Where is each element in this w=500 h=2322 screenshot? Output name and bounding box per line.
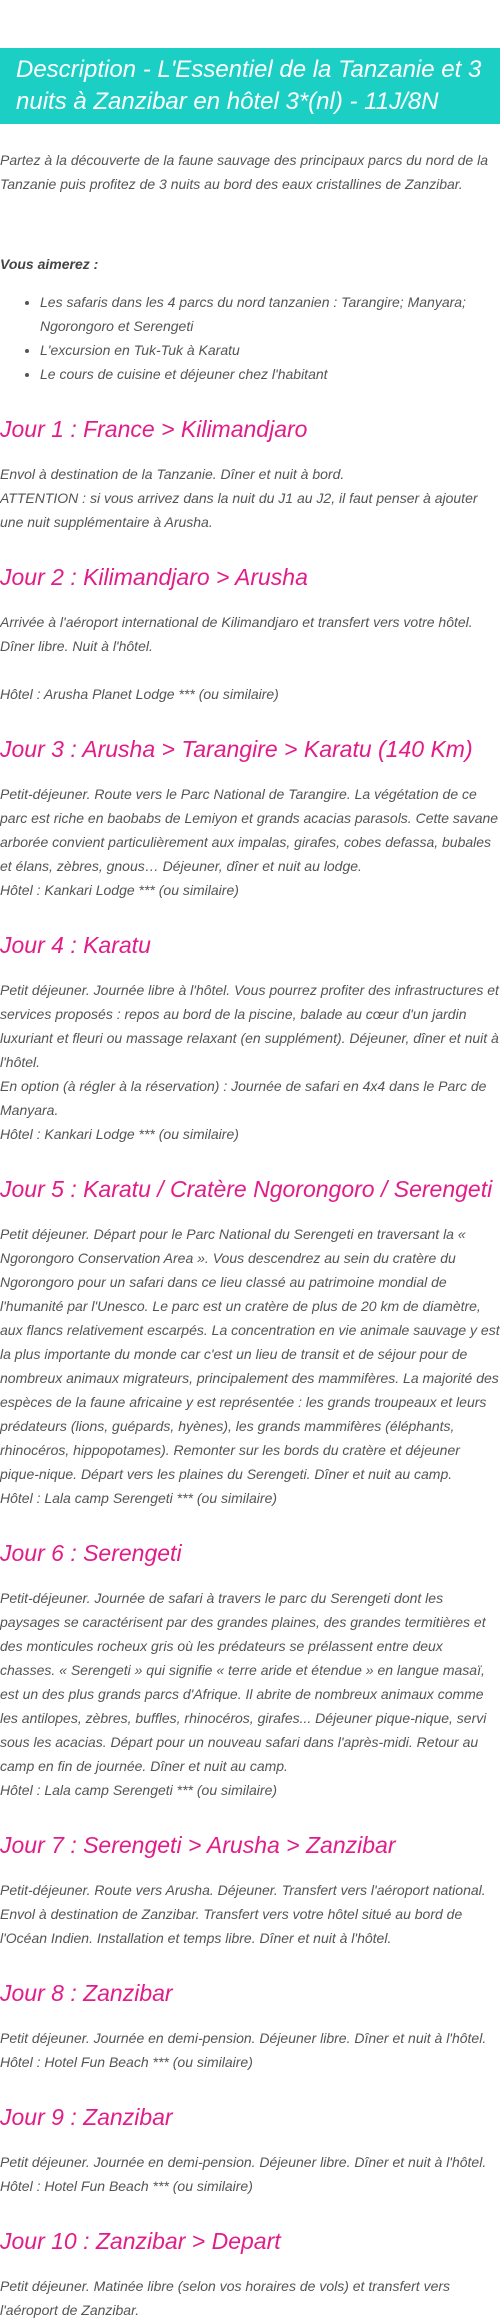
day-10 (0, 2226, 500, 2322)
day-title: Jour 3 : Arusha > Tarangire > Karatu (140 Km) (0, 736, 473, 762)
day-title: Jour 8 : Zanzibar (0, 1980, 173, 2006)
day-description: Petit déjeuner. Journée en demi-pension. Déjeuner libre. Dîner et nuit à l'hôtel. Hôtel : Hotel Fun Beach *** (ou similaire) (0, 2030, 487, 2070)
day-description: Petit déjeuner. Journée en demi-pension. Déjeuner libre. Dîner et nuit à l'hôtel. Hôtel : Hotel Fun Beach *** (ou similaire) (0, 2154, 487, 2194)
day-9 (0, 2102, 500, 2198)
itinerary-page (0, 48, 500, 2322)
list-item: • Le cours de cuisine et déjeuner chez l'habitant (40, 362, 500, 386)
day-3 (0, 734, 500, 902)
day-7 (0, 1830, 500, 1950)
day-8 (0, 1978, 500, 2074)
day-5 (0, 1174, 500, 1510)
list-item: • L'excursion en Tuk-Tuk à Karatu (40, 338, 500, 362)
day-hotel: Hôtel : Arusha Planet Lodge *** (ou similaire) (0, 686, 279, 702)
likes-label: Vous aimerez : (0, 256, 99, 272)
day-title: Jour 1 : France > Kilimandjaro (0, 416, 308, 442)
day-title: Jour 7 : Serengeti > Arusha > Zanzibar (0, 1832, 396, 1858)
day-description: Petit-déjeuner. Journée de safari à travers le parc du Serengeti dont les paysages se caractérisent par des grandes plaines, des grandes termitières et des monticules rocheux gris où les prédateurs se prélassent entre deux chasses. « Serengeti » qui signifie « terre aride et étendue » en langue masaï, est un des plus grands parcs d'Afrique. Il abrite de nombreux animaux comme les antilopes, zèbres, buffles, rhinocéros, girafes... Déjeuner pique-nique, servi sous les acacias. Départ pour un nouveau safari dans l'après-midi. Retour au camp en fin de journée. Dîner et nuit au camp. Hôtel : Lala camp Serengeti *** (ou similaire) (0, 1590, 487, 1798)
day-title: Jour 10 : Zanzibar > Depart (0, 2228, 281, 2254)
day-description: Petit-déjeuner. Route vers Arusha. Déjeuner. Transfert vers l'aéroport national. Envol à destination de Zanzibar. Transfert vers votre hôtel situé au bord de l'Océan Indien. Installation et temps libre. Dîner et nuit à l'hôtel. (0, 1882, 486, 1946)
day-1 (0, 414, 500, 534)
day-6 (0, 1538, 500, 1802)
day-description: Petit déjeuner. Journée libre à l'hôtel. Vous pourrez profiter des infrastructures et services proposés : repos au bord de la piscine, balade au cœur d'un jardin luxuriant et fleuri ou massage relaxant (en supplément). Déjeuner, dîner et nuit à l'hôtel. En option (à régler à la réservation) : Journée de safari en 4x4 dans le Parc de Manyara. Hôtel : Kankari Lodge *** (ou similaire) (0, 982, 499, 1142)
day-title: Jour 4 : Karatu (0, 932, 151, 958)
day-description: Envol à destination de la Tanzanie. Dîner et nuit à bord. ATTENTION : si vous arrivez dans la nuit du J1 au J2, il faut penser à ajouter une nuit supplémentaire à Arusha. (0, 466, 478, 530)
day-description: Petit déjeuner. Matinée libre (selon vos horaires de vols) et transfert vers l'aéroport de Zanzibar. (0, 2278, 451, 2318)
day-2 (0, 562, 500, 706)
day-title: Jour 2 : Kilimandjaro > Arusha (0, 564, 308, 590)
day-description: Petit-déjeuner. Route vers le Parc National de Tarangire. La végétation de ce parc est riche en baobabs de Lemiyon et grands acacias parasols. Cette savane arborée convient particulièrement aux impalas, girafes, cobes defassa, bubales et élans, zèbres, gnous… Déjeuner, dîner et nuit au lodge. Hôtel : Kankari Lodge *** (ou similaire) (0, 786, 499, 898)
likes-list (0, 290, 500, 386)
intro-text: Partez à la découverte de la faune sauvage des principaux parcs du nord de la Tanzanie puis profitez de 3 nuits au bord des eaux cristallines de Zanzibar. (0, 152, 488, 192)
day-title: Jour 9 : Zanzibar (0, 2104, 173, 2130)
day-title: Jour 5 : Karatu / Cratère Ngorongoro / Serengeti (0, 1176, 493, 1202)
day-description: Arrivée à l'aéroport international de Kilimandjaro et transfert vers votre hôtel. Dîner libre. Nuit à l'hôtel. (0, 614, 473, 654)
page-title: Description - L'Essentiel de la Tanzanie et 3 nuits à Zanzibar en hôtel 3*(nl) - 11J/8N (0, 48, 500, 124)
day-title: Jour 6 : Serengeti (0, 1540, 182, 1566)
day-4 (0, 930, 500, 1146)
list-item: • Les safaris dans les 4 parcs du nord tanzanien : Tarangire; Manyara; Ngorongoro et Serengeti (40, 290, 500, 338)
day-description: Petit déjeuner. Départ pour le Parc National du Serengeti en traversant la « Ngorongoro Conservation Area ». Vous descendrez au sein du cratère du Ngorongoro pour un safari dans ce lieu classé au patrimoine mondial de l'humanité par l'Unesco. Le parc est un cratère de plus de 20 km de diamètre, aux flancs relativement escarpés. La concentration en vie animale sauvage y est la plus importante du monde car c'est un lieu de transit et de séjour pour de nombreux animaux migrateurs, principalement des mammifères. La majorité des espèces de la faune africaine y est représentée : les grands troupeaux et leurs prédateurs (lions, guépards, hyènes), les grands mammifères (éléphants, rhinocéros, hippopotames). Remonter sur les bords du cratère et déjeuner pique-nique. Départ vers les plaines du Serengeti. Dîner et nuit au camp. Hôtel : Lala camp Serengeti *** (ou similaire) (0, 1226, 500, 1506)
